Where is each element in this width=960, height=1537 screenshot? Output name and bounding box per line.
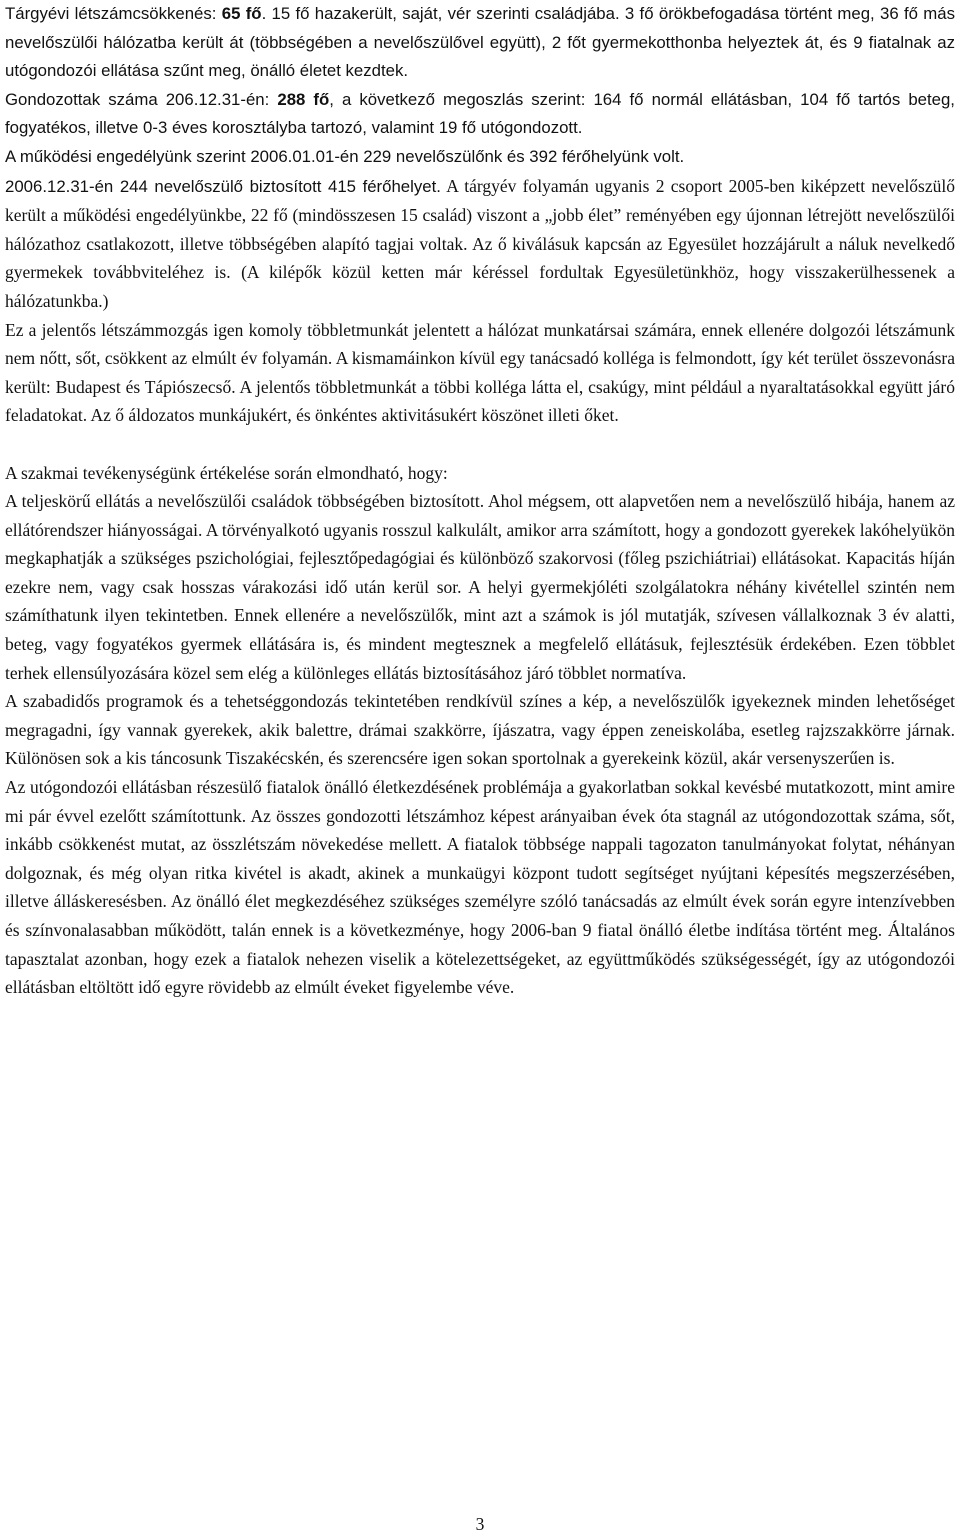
paragraph-aftercare: Az utógondozói ellátásban részesülő fiatalok önálló életkezdésének problémája a gyakorlatban sokkal kevésbé mutatkozott, mint amire mi pár évvel ezelőtt számítottunk. Az összes gondozotti létszámhoz képest arányaiban évek óta stagnál az utógondozottak száma, sőt, inkább csökkenést mutat, az összlétszám növekedése mellett. A fiatalok többsége nappali tagozaton tanulmányokat folytat, néhányan dolgoznak, és még olyan ritka kivétel is akadt, akinek a munkaügyi központ tudott segítséget nyújtani képesítés megszerzésében, illetve álláskeresésben. Az önálló élet megkezdéséhez szükséges személyre szóló tanácsadás az elmúlt évek során egyre intenzívebben és színvonalasabban működött, talán ennek is a következménye, hogy 2006-ban 9 fiatal önálló életbe indítása történt meg. Általános tapasztalat azonban, hogy ezek a fiatalok nehezen viselik a kötelezettségeket, az együttműködés szükségességét, így az utógondozói ellátásban eltöltött idő egyre rövidebb az elmúlt éveket figyelembe véve. <box>5 777 955 998</box>
cared-count-lead: Gondozottak száma 206.12.31-én: <box>5 89 278 109</box>
decrease-text: . 15 fő hazakerült, saját, vér szerinti családjába. 3 fő örökbefogadása történt meg, 36 fő más nevelőszülői hálózatba került át (többségében a nevelőszülővel együtt), 2 főt gyermekotthonba helyeztek át, és 9 fiatalnak az utógondozói ellátása szűnt meg, önálló életet kezdtek. <box>5 4 956 81</box>
decrease-label: Tárgyévi létszámcsökkenés: <box>5 4 222 23</box>
foster-parents-text: A tárgyév folyamán ugyanis 2 csoport 2005-ben kiképzett nevelőszülő került a működési engedélyünkbe, 22 fő (mindösszesen 15 család) viszont a „jobb élet” reményében egy újonnan létrejött nevelőszülői hálózathoz csatlakozott, illetve többségében alapító tagjai voltak. Az ő kiválásuk kapcsán az Egyesület hozzájárult a náluk nevelkedő gyermekek továbbviteléhez is. (A kilépők közül ketten már kéréssel fordultak Egyesületünkhöz, hogy visszakerülhessenek a hálózatunkba.) <box>5 175 955 311</box>
paragraph-workload: Ez a jelentős létszámmozgás igen komoly többletmunkát jelentett a hálózat munkatársai számára, ennek ellenére dolgozói létszámunk nem nőtt, sőt, csökkent az elmúlt év folyamán. A kismamáinkon kívül egy tanácsadó kolléga is felmondott, így két terület összevonásra került: Budapest és Tápiószecső. A jelentős többletmunkát a többi kolléga látta el, csakúgy, mint például a nyaraltatásokkal együtt járó feladatokat. Az ő áldozatos munkájukért, és önkéntes aktivitásukért köszönet illeti őket. <box>5 319 955 426</box>
paragraph-staff-decrease <box>5 0 955 86</box>
decrease-value: 65 fő <box>221 4 262 23</box>
paragraph-foster-parents <box>5 172 955 316</box>
document-page <box>5 0 955 1002</box>
foster-parents-count: 2006.12.31-én 244 nevelőszülő biztosított 415 férőhelyet. <box>5 176 441 196</box>
cared-count-value: 288 fő <box>277 89 330 109</box>
paragraph-operating-license: A működési engedélyünk szerint 2006.01.01-én 229 nevelőszülőnk és 392 férőhelyünk volt. <box>5 146 685 166</box>
cared-count-text: , a következő megoszlás szerint: 164 fő normál ellátásban, 104 fő tartós beteg, fogyatékos, illetve 0-3 éves korosztályba tartozó, valamint 19 fő utógondozott. <box>5 89 955 138</box>
paragraph-leisure-programs: A szabadidős programok és a tehetséggondozás tekintetében rendkívül színes a kép, a nevelőszülők igyekeznek minden lehetőséget megragadni, így vannak gyerekek, akik balettre, drámai szakkörre, íjászatra, vagy éppen zeneiskolába, esetleg rajzszakkörre járnak. Különösen sok a kis táncosunk Tiszakécskén, és szerencsére igen sokan sportolnak a gyerekeink közül, akár versenyszerűen is. <box>5 691 955 769</box>
paragraph-cared-count <box>5 86 955 143</box>
paragraph-spacer <box>5 430 955 459</box>
paragraph-evaluation-intro: A szakmai tevékenységünk értékelése során elmondható, hogy: <box>5 462 448 483</box>
page-number: 3 <box>475 1514 485 1534</box>
paragraph-full-care: A teljeskörű ellátás a nevelőszülői családok többségében biztosított. Ahol mégsem, ott alapvetően nem a nevelőszülő hibája, hanem az ellátórendszer hiányosságai. A törvényalkotó ugyanis rosszul kalkulált, amikor arra számított, hogy a gondozott gyerekek lakóhelyükön megkaphatják a szükséges pszichológiai, fejlesztőpedagógiai és különböző szakorvosi (főleg pszichiátriai) ellátásokat. Kapacitás híján ezekre nem, vagy csak hosszas várakozási idő után kerül sor. A helyi gyermekjóléti szolgálatokra néhány kivétellel szintén nem számíthatunk ilyen tekintetben. Ennek ellenére a nevelőszülők, mint azt a számok is jól mutatják, szívesen vállalkoznak 3 év alatti, beteg, vagy fogyatékos gyermek ellátására is, és mindent megtesznek a megfelelő ellátásuk, fejlesztésük érdekében. Ezen többlet terhek ellensúlyozására közel sem elég a különleges ellátás biztosításához járó többlet normatíva. <box>5 491 955 683</box>
